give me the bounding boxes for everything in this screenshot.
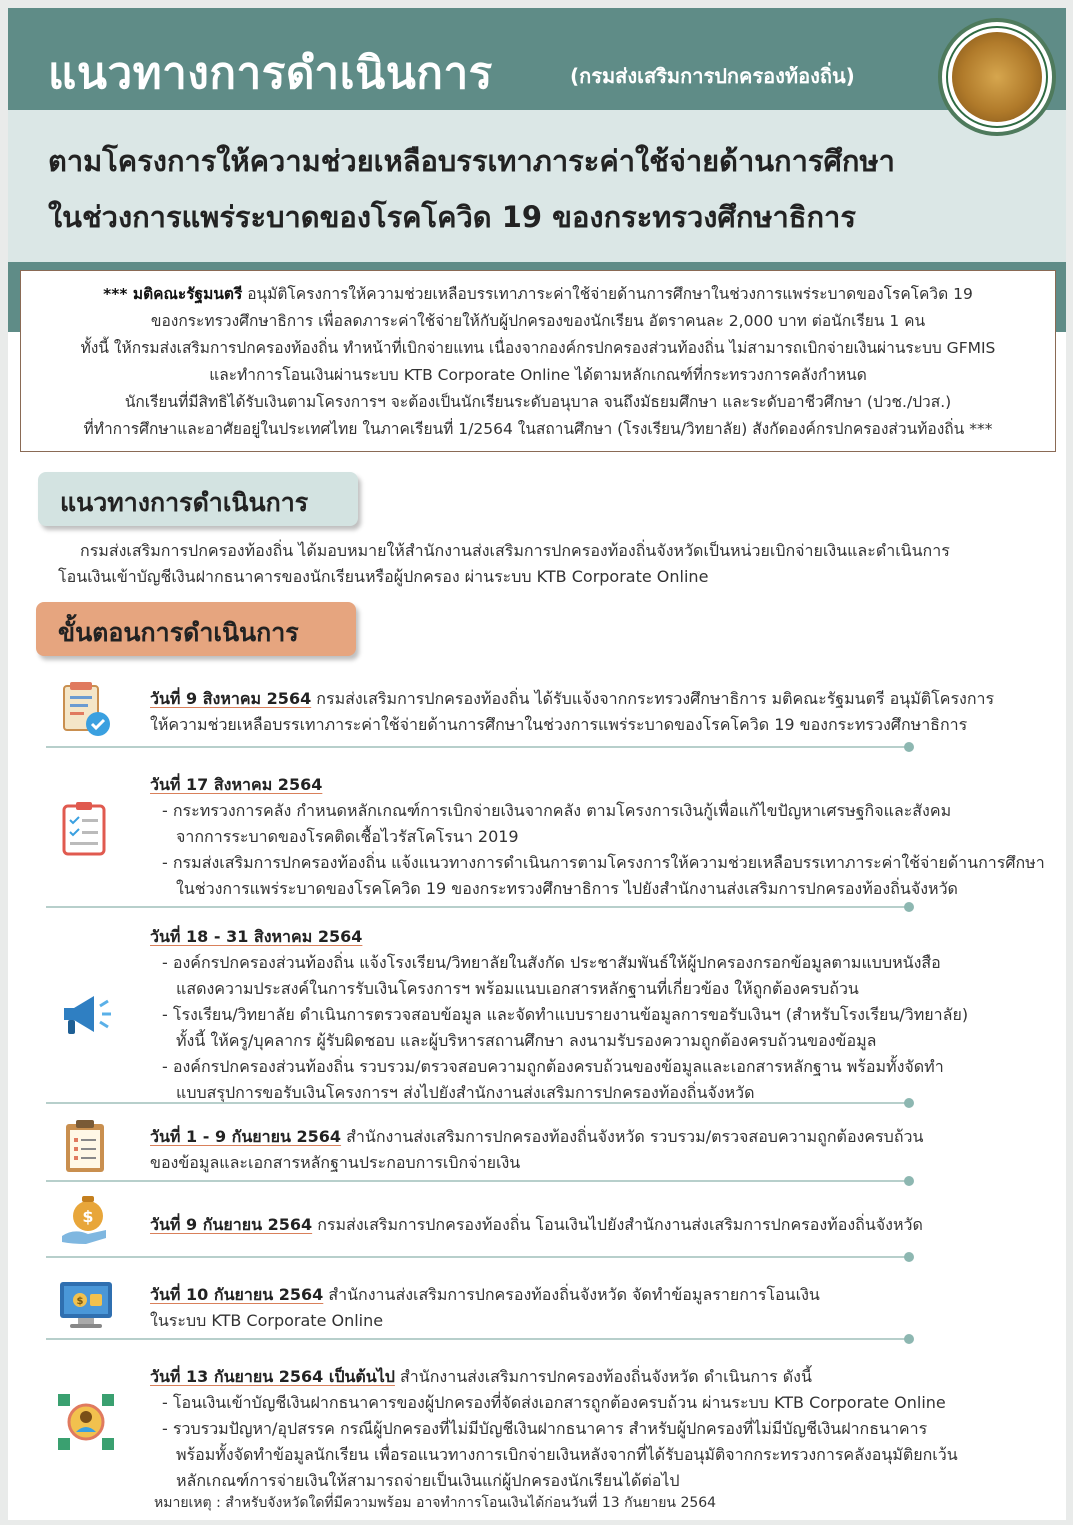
- step-date: วันที่ 9 กันยายน 2564: [150, 1215, 313, 1234]
- approved-document-icon: [56, 680, 116, 740]
- notice-line-1: *** มติคณะรัฐมนตรี อนุมัติโครงการให้ความช่วยเหลือบรรเทาภาระค่าใช้จ่ายด้านการศึกษาในช่วงการแพร่ระบาดของโรคโควิด 19: [103, 285, 973, 303]
- step-separator: [46, 1180, 908, 1182]
- project-title-line-1: ตามโครงการให้ความช่วยเหลือบรรเทาภาระค่าใช้จ่ายด้านการศึกษา: [48, 144, 895, 178]
- guideline-heading: แนวทางการดำเนินการ: [38, 472, 358, 526]
- step-date: วันที่ 10 กันยายน 2564: [150, 1285, 324, 1304]
- clipboard-icon: [56, 1118, 116, 1178]
- step-separator: [46, 746, 908, 748]
- megaphone-icon: [56, 984, 116, 1044]
- notice-line-6: ที่ทำการศึกษาและอาศัยอยู่ในประเทศไทย ในภาคเรียนที่ 1/2564 ในสถานศึกษา (โรงเรียน/วิทยาลัย) สังกัดองค์กรปกครองส่วนท้องถิ่น ***: [83, 420, 993, 438]
- department-seal-icon: [938, 18, 1056, 136]
- step-separator: [46, 1102, 908, 1104]
- step-separator: [46, 1256, 908, 1258]
- money-bag-icon: [56, 1190, 116, 1250]
- infographic-page: แนวทางการดำเนินการ (กรมส่งเสริมการปกครองท้องถิ่น) ตามโครงการให้ความช่วยเหลือบรรเทาภาระค่าใช้จ่ายด้านการศึกษา ในช่วงการแพร่ระบาดของโรคโควิด 19 ของกระทรวงศึกษาธิการ *** มติคณะรัฐมนตรี อนุมัติโครงการให้ความช่วยเหลือบรรเทาภาระค่าใช้จ่ายด้านการศึกษาในช่วงการแพร่ระบาดของโรคโควิด 19 ของกระทรวงศึกษาธิการ เพื่อลดภาระค่าใช้จ่ายให้กับผู้ปกครองของนักเรียน อัตราคนละ 2,000 บาท ต่อนักเรียน 1 คน ทั้งนี้ ให้กรมส่งเสริมการปกครองท้องถิ่น ทำหน้าที่เบิกจ่ายแทน เนื่องจากองค์กรปกครองส่วนท้องถิ่น ไม่สามารถเบิกจ่ายเงินผ่านระบบ GFMIS และทำการโอนเงินผ่านระบบ KTB Corporate Online ได้ตามหลักเกณฑ์ที่กระทรวงการคลังกำหนด นักเรียนที่มีสิทธิได้รับเงินตามโครงการฯ จะต้องเป็นนักเรียนระดับอนุบาล จนถึงมัธยมศึกษา และระดับอาชีวศึกษา (ปวช./ปวส.) ที่ทำการศึกษาและอาศัยอยู่ในประเทศไทย ในภาคเรียนที่ 1/2564 ในสถานศึกษา (โรงเรียน/วิทยาลัย) สังกัดองค์กรปกครองส่วนท้องถิ่น *** แนวทางการดำเนินการ กรมส่งเสริมการปกครองท้องถิ่น ได้มอบหมายให้สำนักงานส่งเสริมการปกครองท้องถิ่นจังหวัดเป็นหน่วยเบิกจ่ายเงินและดำเนินการ โอนเงินเข้าบัญชีเงินฝากธนาคารของนักเรียนหรือผู้ปกครอง ผ่านระบบ KTB Corporate Online ขั้นตอนการดำเนินการ วันที่ 9 สิงหาคม 2564 กรมส่งเสริมการปกครองท้องถิ่น ได้รับแจ้งจากกระทรวงศึกษาธิการ มติคณะรัฐมนตรี อนุมัติโครงการ ให้ความช่วยเหลือบรรเทาภาระค่าใช้จ่ายด้านการศึกษาในช่วงการแพร่ระบาดของโรคโควิด 19 ของกระทรวงศึกษาธิการ วันที่ 17 สิงหาคม 2564 - กระทรวงการคลัง กำหนดหลักเกณฑ์การเบิกจ่ายเงินจากคลัง ตามโครงการเงินกู้เพื่อแก้ไขปัญหาเศรษฐกิจและสังคม จากการระบาดของโรคติดเชื้อไวรัสโคโรนา 2019 - กรมส่งเสริมการปกครองท้องถิ่น แจ้งแนวทางการดำเนินการตามโครงการให้ความช่วยเหลือบรรเทาภาระค่าใช้จ่ายด้านการศึกษา ในช่วงการแพร่ระบาดของโรคโควิด 19 ของกระทรวงศึกษาธิการ ไปยังสำนักงานส่งเสริมการปกครองท้องถิ่นจังหวัด วันที่ 18 - 31 สิงหาคม 2564 - องค์กรปกครองส่วนท้องถิ่น แจ้งโรงเรียน/วิทยาลัยในสังกัด ประชาสัมพันธ์ให้ผู้ปกครองกรอกข้อมูลตามแบบหนังสือ แสดงความประสงค์ในการรับเงินโครงการฯ พร้อมแนบเอกสารหลักฐานที่เกี่ยวข้อง ให้ถูกต้องครบถ้วน - โรงเรียน/วิทยาลัย ดำเนินการตรวจสอบข้อมูล และจัดทำแบบรายงานข้อมูลการขอรับเงินฯ (สำหรับโรงเรียน/วิทยาลัย) ทั้งนี้ ให้ครู/บุคลากร ผู้รับผิดชอบ และผู้บริหารสถานศึกษา ลงนามรับรองความถูกต้องครบถ้วนของข้อมูล - องค์กรปกครองส่วนท้องถิ่น รวบรวม/ตรวจสอบความถูกต้องครบถ้วนของข้อมูลและเอกสารหลักฐาน พร้อมทั้งจัดทำ แบบสรุปการขอรับเงินโครงการฯ ส่งไปยังสำนักงานส่งเสริมการปกครองท้องถิ่นจังหวัด วันที่ 1 - 9 กันยายน 2564 สำนักงานส่งเสริมการปกครองท้องถิ่นจังหวัด รวบรวม/ตรวจสอบความถูกต้องครบถ้วน ของข้อมูลและเอกสารหลักฐานประกอบการเบิกจ่ายเงิน $ วันที่ 9 กันยายน 2564 กรมส่งเสริมการปกครองท้องถิ่น โอนเงินไปยังสำนักงานส่งเสริมการปกครองท้องถิ่นจังหวัด $ วันที่ 10 กันยายน 2564 สำนักงานส่งเสริมการปกครองท้องถิ่นจังหวัด จัดทำข้อมูลรายการโอนเงิน ในระบบ KTB Corporate Online วันที่ 13 กันยายน 2564 เป็นต้นไป สำนักงานส่งเสริมการปกครองท้องถิ่นจังหวัด ดำเนินการ ดังนี้ - โอนเงินเข้าบัญชีเงินฝากธนาคารของผู้ปกครองที่จัดส่งเอกสารถูกต้องครบถ้วน ผ่านระบบ KTB Corporate Online - รวบรวมปัญหา/อุปสรรค กรณีผู้ปกครองที่ไม่มีบัญชีเงินฝากธนาคาร สำหรับผู้ปกครองที่ไม่มีบัญชีเงินฝากธนาคาร พร้อมทั้งจัดทำข้อมูลนักเรียน เพื่อรอแนวทางการเบิกจ่ายเงินหลังจากที่ได้รับอนุมัติจากกระทรวงการคลังอนุมัติยกเว้น หลักเกณฑ์การจ่ายเงินให้สามารถจ่ายเป็นเงินแก่ผู้ปกครองนักเรียนได้ต่อไป หมายเหตุ : สำหรับจังหวัดใดที่มีความพร้อม อาจทำการโอนเงินได้ก่อนวันที่ 13 กันยายน 2564: [8, 8, 1066, 1520]
- notice-line-3: ทั้งนี้ ให้กรมส่งเสริมการปกครองท้องถิ่น ทำหน้าที่เบิกจ่ายแทน เนื่องจากองค์กรปกครองส่วนท้องถิ่น ไม่สามารถเบิกจ่ายเงินผ่านระบบ GFMIS: [80, 339, 996, 357]
- step-date: วันที่ 18 - 31 สิงหาคม 2564: [150, 927, 363, 946]
- cabinet-resolution-notice: [20, 270, 1056, 452]
- svg-text:$: $: [76, 1296, 84, 1307]
- step-date: วันที่ 9 สิงหาคม 2564: [150, 689, 312, 708]
- notice-line-2: ของกระทรวงศึกษาธิการ เพื่อลดภาระค่าใช้จ่ายให้กับผู้ปกครองของนักเรียน อัตราคนละ 2,000 บาท ต่อนักเรียน 1 คน: [150, 312, 926, 330]
- step-date: วันที่ 13 กันยายน 2564 เป็นต้นไป: [150, 1367, 395, 1386]
- notice-line-5: นักเรียนที่มีสิทธิได้รับเงินตามโครงการฯ จะต้องเป็นนักเรียนระดับอนุบาล จนถึงมัธยมศึกษา และระดับอาชีวศึกษา (ปวช./ปวส.): [124, 393, 952, 411]
- step-separator: [46, 1338, 908, 1340]
- page-subtitle: (กรมส่งเสริมการปกครองท้องถิ่น): [570, 64, 855, 88]
- notice-line-4: และทำการโอนเงินผ่านระบบ KTB Corporate Online ได้ตามหลักเกณฑ์ที่กระทรวงการคลังกำหนด: [209, 366, 867, 384]
- footnote: หมายเหตุ : สำหรับจังหวัดใดที่มีความพร้อม อาจทำการโอนเงินได้ก่อนวันที่ 13 กันยายน 2564: [154, 1495, 717, 1511]
- svg-text:$: $: [82, 1207, 94, 1226]
- guideline-text: กรมส่งเสริมการปกครองท้องถิ่น ได้มอบหมายให้สำนักงานส่งเสริมการปกครองท้องถิ่นจังหวัดเป็นหน่วยเบิกจ่ายเงินและดำเนินการ โอนเงินเข้าบัญชีเงินฝากธนาคารของนักเรียนหรือผู้ปกครอง ผ่านระบบ KTB Corporate Online: [58, 541, 950, 586]
- step-date: วันที่ 17 สิงหาคม 2564: [150, 775, 323, 794]
- page-title: แนวทางการดำเนินการ: [48, 48, 493, 99]
- step-date: วันที่ 1 - 9 กันยายน 2564: [150, 1127, 342, 1146]
- steps-heading: ขั้นตอนการดำเนินการ: [36, 602, 356, 656]
- user-transfer-icon: [56, 1392, 116, 1452]
- computer-money-icon: [56, 1274, 116, 1334]
- notice-lead: *** มติคณะรัฐมนตรี: [103, 285, 243, 303]
- checklist-icon: [56, 800, 116, 860]
- project-title-line-2: ในช่วงการแพร่ระบาดของโรคโควิด 19 ของกระทรวงศึกษาธิการ: [48, 200, 856, 234]
- step-separator: [46, 906, 908, 908]
